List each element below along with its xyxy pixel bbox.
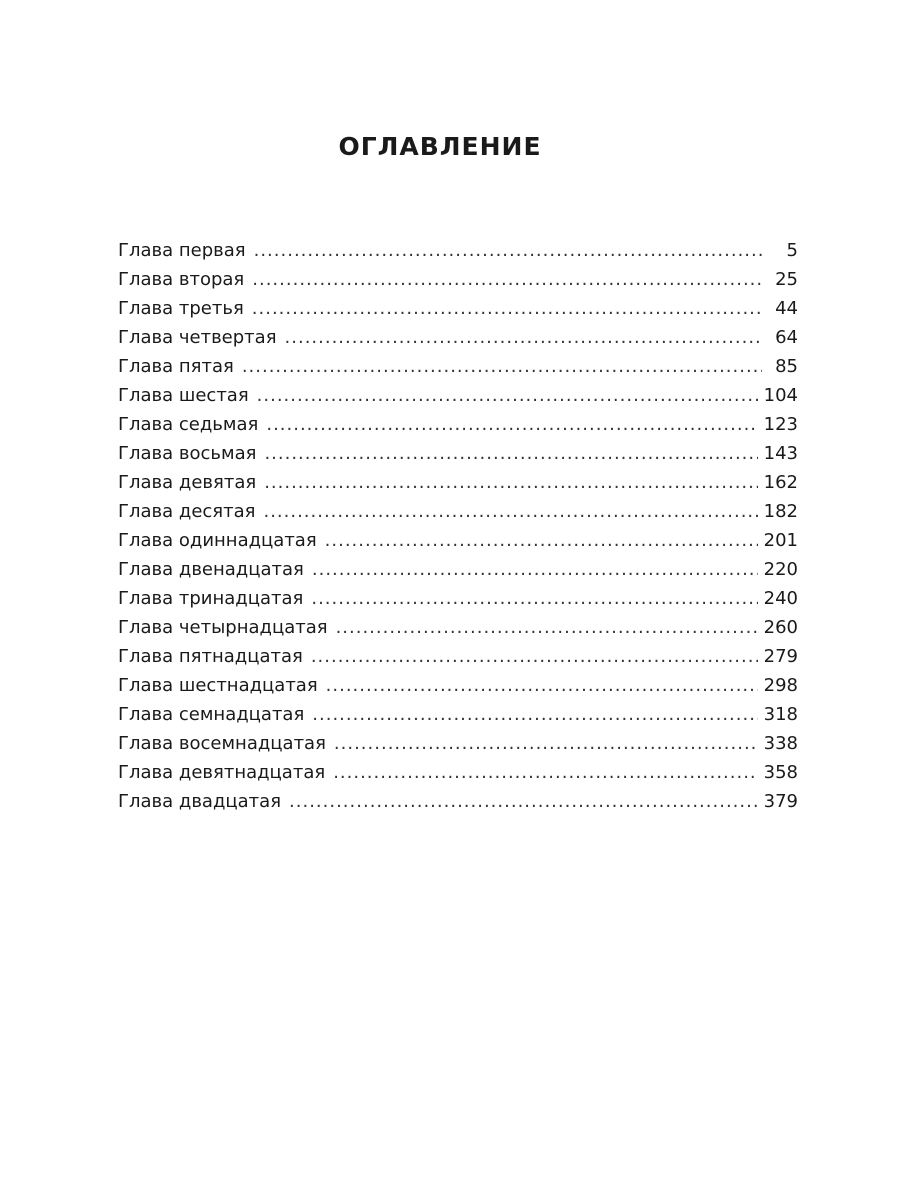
toc-entry-page-number: 260 bbox=[763, 617, 798, 638]
toc-entry bbox=[118, 236, 798, 265]
toc-dot-leader bbox=[242, 352, 762, 381]
toc-entry-page-number: 318 bbox=[763, 704, 798, 725]
toc-entry bbox=[118, 526, 798, 555]
toc-entry-label: Глава четвертая bbox=[118, 327, 277, 348]
toc-dot-leader bbox=[252, 265, 762, 294]
toc-entry bbox=[118, 381, 798, 410]
toc-dot-leader bbox=[266, 410, 757, 439]
toc-entry-label: Глава пятая bbox=[118, 356, 234, 377]
toc-entry bbox=[118, 352, 798, 381]
toc-entry-page-number: 279 bbox=[763, 646, 798, 667]
toc-entry-label: Глава четырнадцатая bbox=[118, 617, 328, 638]
toc-entry-page-number: 85 bbox=[775, 356, 798, 377]
toc-entry bbox=[118, 671, 798, 700]
toc-entry-label: Глава девятая bbox=[118, 472, 257, 493]
toc-entry bbox=[118, 497, 798, 526]
toc-entry bbox=[118, 555, 798, 584]
toc-entry bbox=[118, 584, 798, 613]
toc-entry-page-number: 220 bbox=[763, 559, 798, 580]
toc-dot-leader bbox=[312, 700, 757, 729]
toc-dot-leader bbox=[311, 642, 758, 671]
toc-entry-page-number: 5 bbox=[786, 240, 798, 261]
toc-entry-label: Глава шестая bbox=[118, 385, 249, 406]
toc-dot-leader bbox=[254, 236, 762, 265]
toc-entry bbox=[118, 410, 798, 439]
toc-entry-page-number: 182 bbox=[763, 501, 798, 522]
toc-entry-label: Глава восемнадцатая bbox=[118, 733, 326, 754]
toc-entry bbox=[118, 729, 798, 758]
toc-dot-leader bbox=[326, 671, 758, 700]
toc-entry bbox=[118, 468, 798, 497]
toc-title: ОГЛАВЛЕНИЕ bbox=[338, 132, 542, 161]
toc-dot-leader bbox=[264, 468, 757, 497]
toc-entry-page-number: 64 bbox=[775, 327, 798, 348]
toc-entry-label: Глава двенадцатая bbox=[118, 559, 304, 580]
toc-entry-page-number: 379 bbox=[763, 791, 798, 812]
toc-entry bbox=[118, 787, 798, 816]
toc-entry-page-number: 44 bbox=[775, 298, 798, 319]
toc-entry bbox=[118, 758, 798, 787]
toc-entry-page-number: 338 bbox=[763, 733, 798, 754]
toc-entry-page-number: 143 bbox=[763, 443, 798, 464]
toc-dot-leader bbox=[311, 584, 757, 613]
toc-entry-label: Глава первая bbox=[118, 240, 246, 261]
toc-entry-label: Глава третья bbox=[118, 298, 244, 319]
toc-entry-label: Глава девятнадцатая bbox=[118, 762, 326, 783]
toc-dot-leader bbox=[312, 555, 758, 584]
toc-dot-leader bbox=[336, 613, 758, 642]
toc-entry bbox=[118, 294, 798, 323]
toc-entry-label: Глава пятнадцатая bbox=[118, 646, 303, 667]
toc-entry-page-number: 240 bbox=[763, 588, 798, 609]
toc-entry-label: Глава двадцатая bbox=[118, 791, 282, 812]
toc-dot-leader bbox=[285, 323, 762, 352]
toc-entry-label: Глава десятая bbox=[118, 501, 256, 522]
toc-entry-page-number: 298 bbox=[763, 675, 798, 696]
toc-entry-page-number: 358 bbox=[763, 762, 798, 783]
toc-entry bbox=[118, 323, 798, 352]
toc-entry-page-number: 201 bbox=[763, 530, 798, 551]
toc-entry-label: Глава шестнадцатая bbox=[118, 675, 318, 696]
toc-entry-page-number: 162 bbox=[763, 472, 798, 493]
toc-entry-label: Глава седьмая bbox=[118, 414, 259, 435]
toc-dot-leader bbox=[334, 729, 758, 758]
toc-dot-leader bbox=[289, 787, 758, 816]
toc-entry-page-number: 104 bbox=[763, 385, 798, 406]
toc-dot-leader bbox=[333, 758, 757, 787]
toc-entry bbox=[118, 700, 798, 729]
toc-entry bbox=[118, 439, 798, 468]
toc-entry bbox=[118, 642, 798, 671]
toc-entry-label: Глава одиннадцатая bbox=[118, 530, 317, 551]
toc-dot-leader bbox=[257, 381, 758, 410]
toc-entry bbox=[118, 613, 798, 642]
toc-entry-label: Глава семнадцатая bbox=[118, 704, 305, 725]
toc-dot-leader bbox=[264, 439, 757, 468]
toc-entry-label: Глава тринадцатая bbox=[118, 588, 304, 609]
toc-entry-label: Глава восьмая bbox=[118, 443, 257, 464]
toc-entry-label: Глава вторая bbox=[118, 269, 245, 290]
toc-entry-page-number: 25 bbox=[775, 269, 798, 290]
toc-dot-leader bbox=[325, 526, 758, 555]
toc-entry-page-number: 123 bbox=[763, 414, 798, 435]
toc-dot-leader bbox=[252, 294, 762, 323]
toc-entry bbox=[118, 265, 798, 294]
toc-dot-leader bbox=[263, 497, 757, 526]
toc-list bbox=[118, 236, 798, 816]
